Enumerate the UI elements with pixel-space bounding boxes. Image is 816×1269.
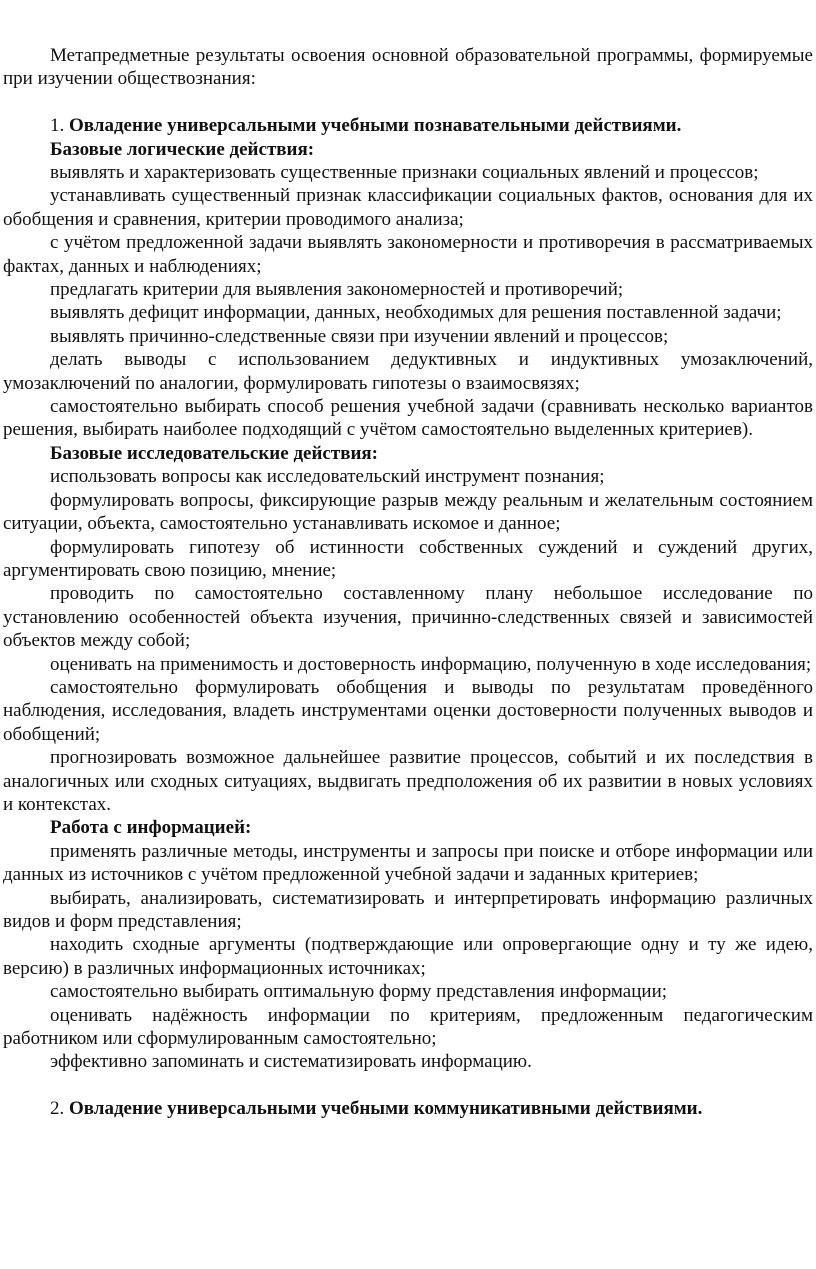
list-item: оценивать на применимость и достоверность информацию, полученную в ходе исследования; <box>50 653 812 675</box>
list-item: применять различные методы, инструменты и запросы при поиске и отборе информации или данных из источников с учётом предложенной учебной задачи и заданных критериев; <box>3 840 813 886</box>
list-item: выявлять и характеризовать существенные признаки социальных явлений и процессов; <box>50 162 759 184</box>
list-item: формулировать вопросы, фиксирующие разрыв между реальным и желательным состоянием ситуации, объекта, самостоятельно устанавливать искомое и данное; <box>3 489 813 535</box>
section-2-number: 2 <box>50 1098 60 1120</box>
section-1-title: Овладение универсальными учебными познавательными действиями. <box>69 115 682 137</box>
list-item: формулировать гипотезу об истинности собственных суждений и суждений других, аргументировать свою позицию, мнение; <box>3 536 813 581</box>
list-item: выявлять причинно-следственные связи при изучении явлений и процессов; <box>50 325 669 347</box>
list-item: использовать вопросы как исследовательский инструмент познания; <box>50 466 605 488</box>
intro-paragraph: Метапредметные результаты освоения основной образовательной программы, формируемые при изучении обществознания: <box>3 45 813 90</box>
section-2-title: Овладение универсальными учебными коммуникативными действиями. <box>69 1098 703 1120</box>
section-2-heading <box>3 1097 813 1120</box>
list-item: находить сходные аргументы (подтверждающие или опровергающие одну и ту же идею, версию) в различных информационных источниках; <box>3 934 813 979</box>
section-1-number: 1 <box>50 115 60 137</box>
list-item: делать выводы с использованием дедуктивных и индуктивных умозаключений, умозаключений по аналогии, формулировать гипотезы о взаимосвязях; <box>3 349 813 394</box>
list-item: с учётом предложенной задачи выявлять закономерности и противоречия в рассматриваемых фактах, данных и наблюдениях; <box>3 232 813 277</box>
list-item: устанавливать существенный признак классификации социальных фактов, основания для их обобщения и сравнения, критерии проводимого анализа; <box>3 185 813 230</box>
group-research-title: Базовые исследовательские действия: <box>50 442 379 464</box>
list-item: самостоятельно формулировать обобщения и выводы по результатам проведённого наблюдения, исследования, владеть инструментами оценки достоверности полученных выводов и обобщений; <box>3 676 813 745</box>
list-item: эффективно запоминать и систематизировать информацию. <box>50 1051 532 1073</box>
list-item: проводить по самостоятельно составленному плану небольшое исследование по установлению особенностей объекта изучения, причинно-следственных связей и зависимостей объектов между собой; <box>3 583 813 652</box>
section-1-separator: . <box>59 115 69 137</box>
section-1-heading <box>3 114 813 137</box>
list-item: выбирать, анализировать, систематизировать и интерпретировать информацию различных видов и форм представления; <box>3 887 813 933</box>
list-item: предлагать критерии для выявления закономерностей и противоречий; <box>50 279 624 301</box>
section-2-separator: . <box>59 1098 69 1120</box>
list-item: прогнозировать возможное дальнейшее развитие процессов, событий и их последствия в аналогичных или сходных ситуациях, выдвигать предположения об их развитии в новых условиях и контекстах. <box>3 747 813 815</box>
list-item: самостоятельно выбирать оптимальную форму представления информации; <box>50 981 668 1003</box>
list-item: самостоятельно выбирать способ решения учебной задачи (сравнивать несколько вариантов решения, выбирать наиболее подходящий с учётом самостоятельно выделенных критериев). <box>3 396 813 441</box>
list-item: выявлять дефицит информации, данных, необходимых для решения поставленной задачи; <box>50 302 782 324</box>
list-item: оценивать надёжность информации по критериям, предложенным педагогическим работником или сформулированным самостоятельно; <box>3 1004 813 1050</box>
group-information-title: Работа с информацией: <box>50 817 252 839</box>
group-logical-title: Базовые логические действия: <box>50 138 315 160</box>
